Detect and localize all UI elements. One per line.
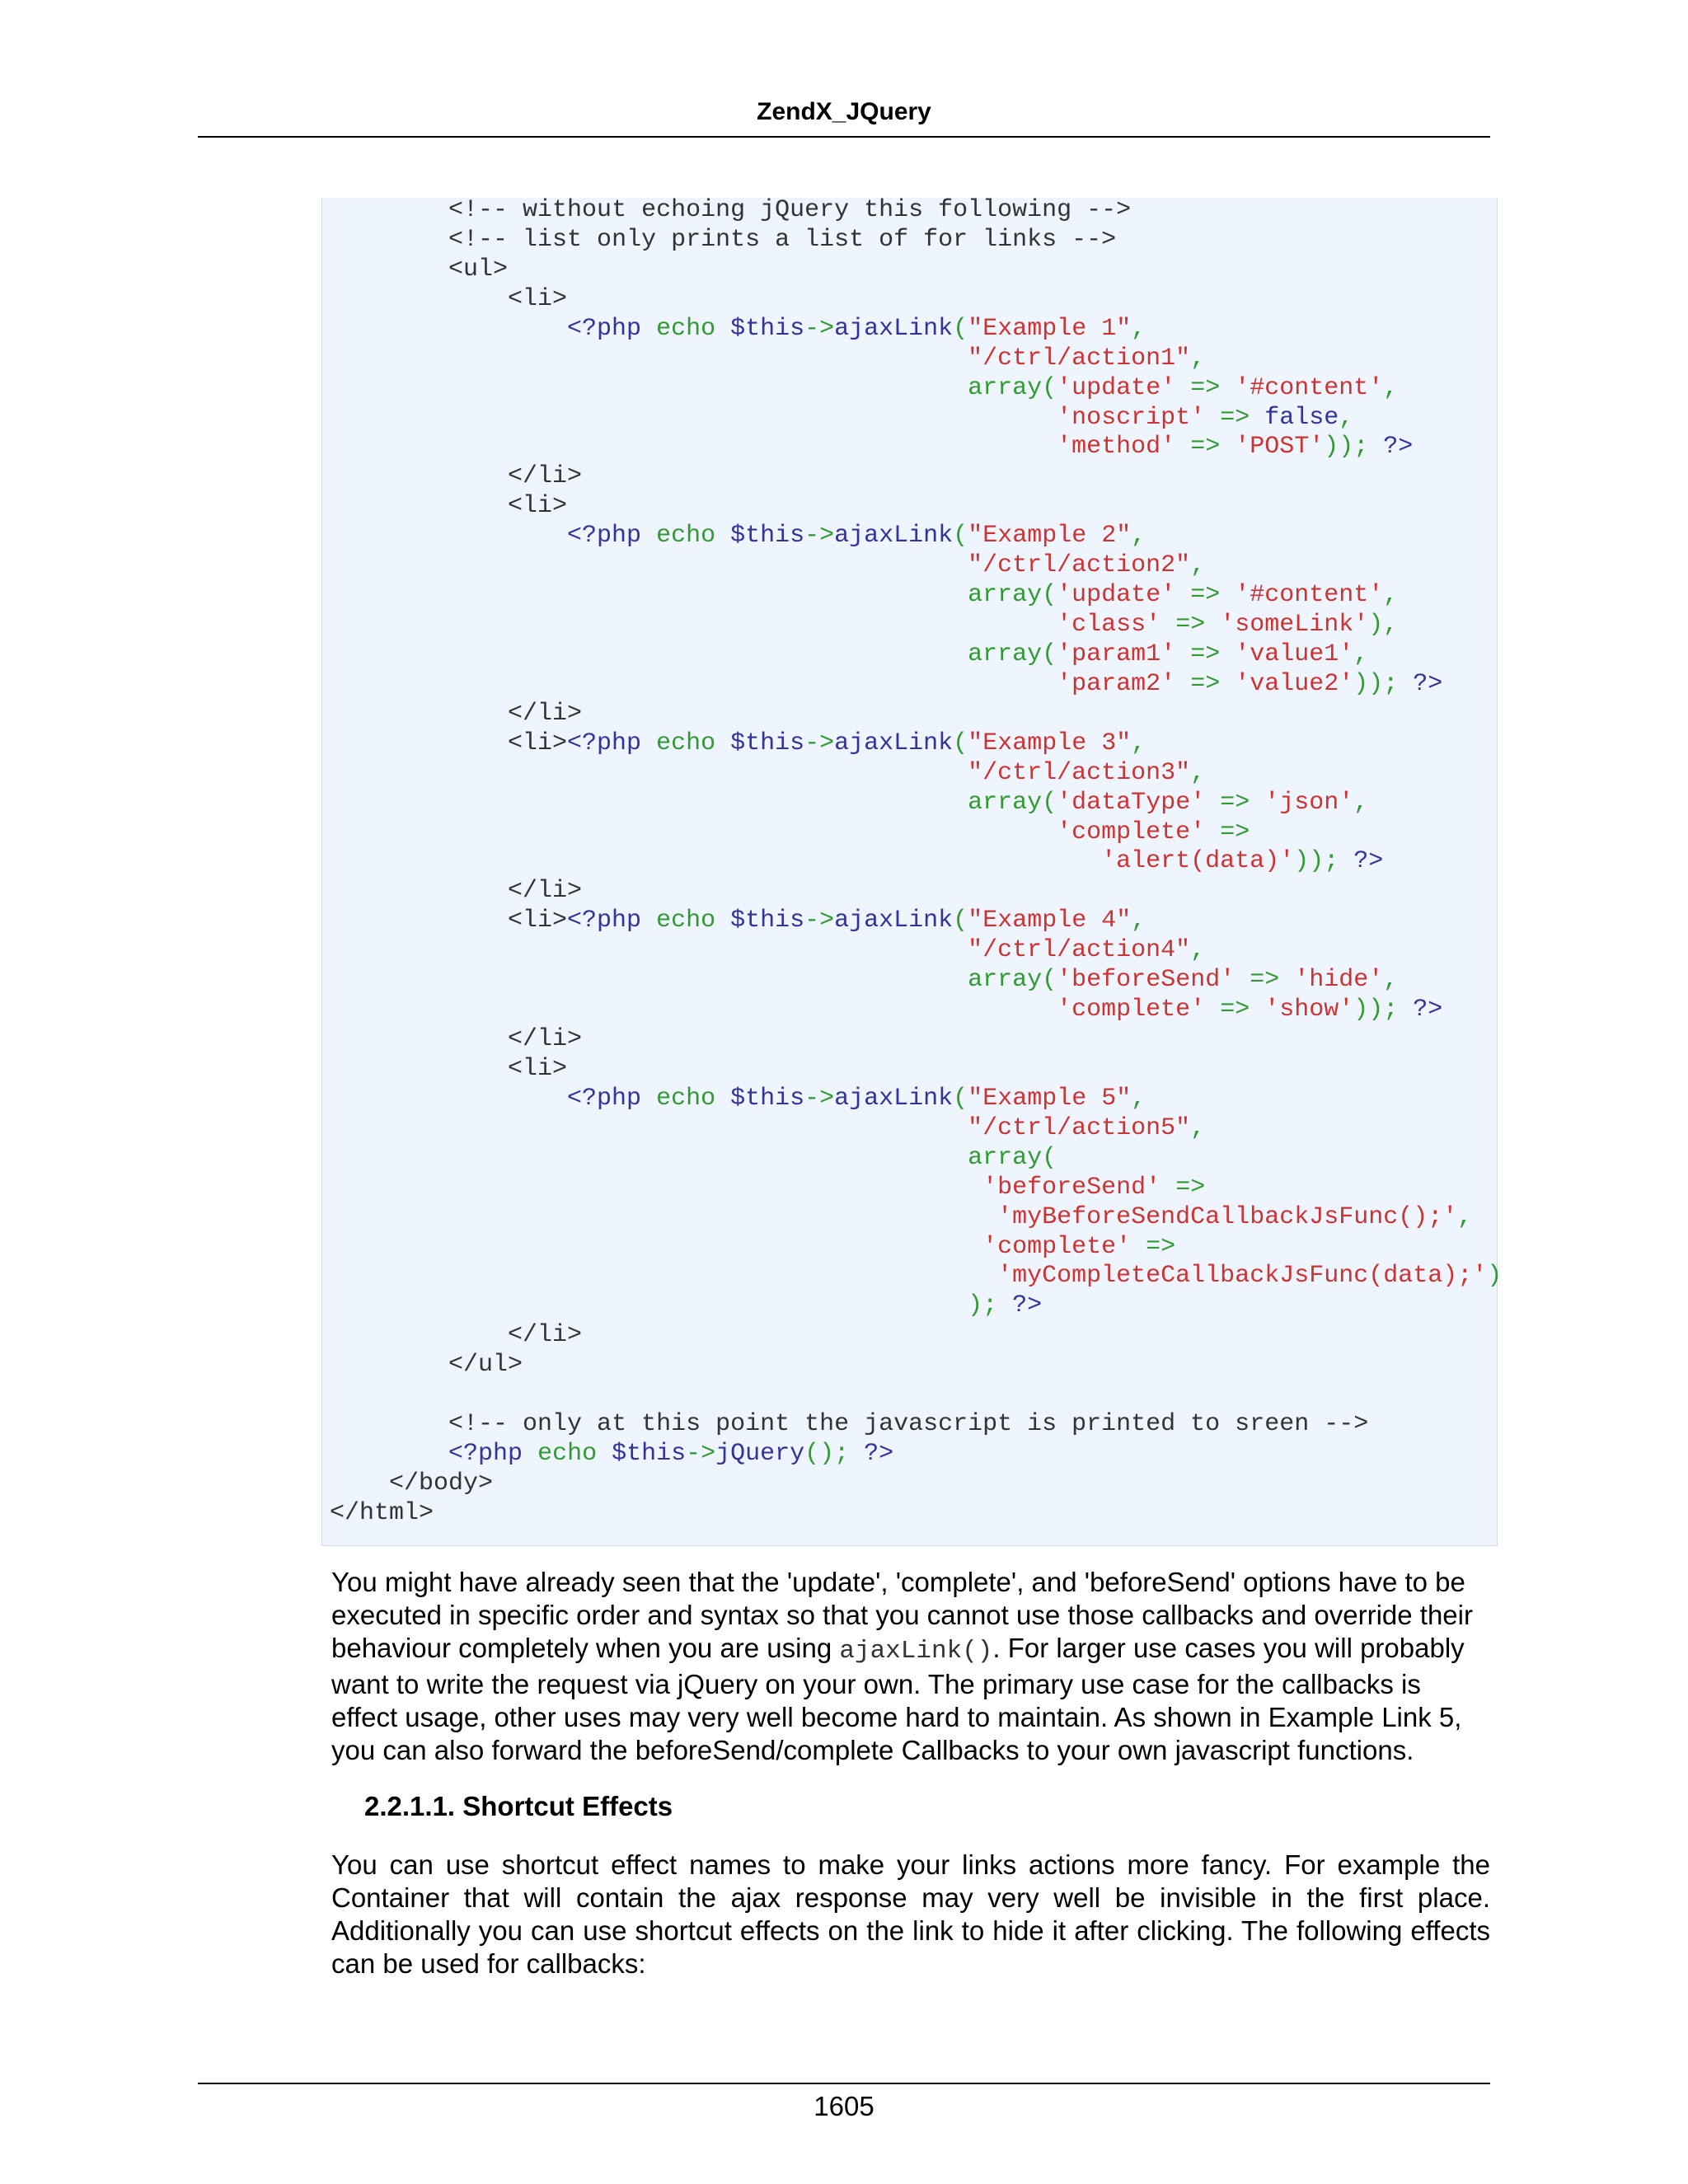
code-token: ajaxLink (834, 907, 954, 935)
code-token: ), (1368, 611, 1399, 640)
code-token (715, 907, 730, 935)
code-token: "Example 2" (968, 522, 1132, 551)
code-token: $this (730, 1084, 805, 1113)
code-token: , (1131, 1084, 1146, 1113)
code-token: echo (656, 522, 716, 551)
page-header-title: ZendX_JQuery (757, 98, 931, 125)
code-token: => (1160, 611, 1221, 640)
code-token (641, 729, 656, 757)
code-token: 'complete' (1057, 996, 1206, 1024)
code-line (330, 1232, 1175, 1262)
code-line (330, 1498, 434, 1528)
code-token: array (968, 788, 1043, 817)
code-token: )); (1353, 669, 1414, 698)
code-line (330, 965, 1398, 995)
code-token: 'noscript' (1057, 403, 1206, 432)
code-line (330, 935, 1205, 965)
code-token: )); (1353, 996, 1414, 1024)
code-line (330, 1409, 1368, 1439)
code-token: ajaxLink (834, 314, 954, 343)
code-line (330, 1143, 1057, 1173)
code-token: 'method' (1057, 433, 1176, 462)
code-token: ajaxLink (834, 1084, 954, 1113)
code-token: 'someLink' (1220, 611, 1369, 640)
code-token (330, 1233, 982, 1261)
code-token: <ul> (330, 255, 509, 284)
code-line (330, 1084, 1146, 1113)
code-token: , (1190, 1113, 1206, 1142)
code-token: ( (1042, 373, 1057, 402)
code-token: -> (804, 1084, 835, 1113)
code-token: ); (968, 1291, 1013, 1320)
code-token: ?> (1383, 433, 1414, 462)
code-line (330, 462, 582, 491)
code-token: </li> (330, 1025, 583, 1054)
code-token: </li> (330, 877, 583, 906)
code-token (330, 1262, 997, 1290)
code-token: ( (953, 314, 968, 343)
code-token: </ul> (330, 1351, 523, 1380)
code-token (330, 640, 968, 668)
code-token: 'myCompleteCallbackJsFunc(data);' (997, 1262, 1488, 1291)
code-line (330, 818, 1250, 847)
code-token (597, 1440, 612, 1468)
code-token (523, 1440, 537, 1468)
code-token (330, 581, 968, 609)
code-token: )); (1294, 847, 1354, 876)
code-token: ?> (864, 1440, 894, 1469)
code-line (330, 729, 1146, 758)
code-line (330, 610, 1398, 640)
code-token: 'param1' (1057, 640, 1176, 668)
code-token: => (1205, 788, 1265, 817)
code-token: <!-- only at this point the javascript is printed to sreen --> (448, 1410, 1369, 1439)
code-token: '#content' (1235, 581, 1384, 610)
code-token: </li> (330, 699, 583, 728)
code-token: 'alert(data)' (1101, 847, 1295, 876)
code-token: $this (612, 1440, 687, 1469)
code-token: => (1160, 1173, 1206, 1202)
code-line (330, 906, 1146, 935)
code-token (330, 404, 1057, 432)
code-token (330, 1291, 968, 1319)
code-line (330, 1202, 1472, 1232)
code-token: echo (656, 1084, 716, 1113)
code-token (330, 847, 1101, 875)
code-token: => (1205, 818, 1250, 846)
code-token: 'param2' (1057, 669, 1176, 698)
code-token: "Example 5" (968, 1084, 1132, 1113)
code-line (330, 1320, 582, 1350)
code-token: </html> (330, 1498, 434, 1527)
code-line (330, 1469, 493, 1498)
code-token: <!-- without echoing jQuery this following --> (448, 196, 1132, 224)
code-token (641, 315, 656, 343)
code-token (330, 936, 968, 964)
code-token: , (1353, 640, 1369, 668)
code-token: <li> (330, 907, 568, 935)
code-line (330, 1024, 582, 1054)
code-token: ( (1042, 966, 1057, 995)
code-token: => (1205, 996, 1265, 1024)
section-heading: 2.2.1.1. Shortcut Effects (364, 1791, 673, 1821)
code-token: ) (1487, 1262, 1503, 1291)
code-token (330, 966, 968, 994)
code-token: ?> (1413, 669, 1443, 698)
code-line (330, 373, 1398, 403)
code-token: </li> (330, 462, 583, 491)
code-token: ?> (1012, 1291, 1043, 1320)
code-token: ( (953, 907, 968, 935)
code-token: "/ctrl/action1" (968, 344, 1191, 373)
code-token: -> (804, 314, 835, 343)
code-token: , (1131, 729, 1146, 757)
code-line (330, 225, 1116, 255)
code-line (330, 1291, 1042, 1320)
code-token: , (1353, 788, 1369, 817)
code-line (330, 758, 1205, 788)
code-token (330, 759, 968, 787)
code-token: echo (656, 907, 716, 935)
code-line (330, 551, 1205, 580)
code-token (330, 670, 1057, 698)
code-line (330, 1439, 893, 1469)
code-token: <?php (567, 907, 642, 935)
code-token (330, 374, 968, 402)
code-line (330, 669, 1442, 699)
code-token: , (1131, 522, 1146, 551)
code-token: "/ctrl/action4" (968, 936, 1191, 965)
code-token: , (1131, 314, 1146, 343)
code-token: "/ctrl/action2" (968, 551, 1191, 580)
code-token (715, 522, 730, 550)
code-token: ( (1042, 1143, 1057, 1172)
code-token: => (1175, 373, 1236, 402)
code-token (330, 1410, 448, 1438)
code-token: </body> (330, 1469, 494, 1497)
code-token: => (1205, 403, 1265, 432)
code-token (330, 1174, 982, 1202)
code-token: <?php (567, 729, 642, 757)
code-token: echo (656, 314, 716, 343)
code-token: 'complete' (982, 1232, 1132, 1261)
code-token: $this (730, 729, 805, 757)
code-token: false (1264, 403, 1339, 432)
code-token: ( (1042, 581, 1057, 610)
code-token (330, 196, 448, 224)
code-token: => (1175, 640, 1236, 668)
code-token (330, 996, 1057, 1024)
code-token: ( (953, 522, 968, 551)
code-token (330, 1440, 448, 1468)
code-line (330, 491, 567, 521)
code-token: "Example 4" (968, 907, 1132, 935)
code-token (641, 1085, 656, 1113)
code-token (330, 315, 567, 343)
code-token: => (1175, 669, 1236, 698)
code-token: 'update' (1057, 373, 1176, 402)
code-token: -> (804, 729, 835, 757)
code-line (330, 1113, 1205, 1143)
code-line (330, 640, 1368, 669)
code-line (330, 699, 582, 729)
code-token: "Example 3" (968, 729, 1132, 757)
code-line (330, 403, 1353, 433)
code-token: <li> (330, 284, 568, 313)
code-token: -> (804, 907, 835, 935)
code-line (330, 255, 508, 284)
code-token: 'beforeSend' (982, 1173, 1161, 1202)
code-line (330, 846, 1383, 876)
code-token: , (1190, 936, 1206, 965)
code-token: 'value1' (1235, 640, 1354, 668)
code-token: echo (537, 1440, 598, 1469)
code-token: 'myBeforeSendCallbackJsFunc();' (997, 1202, 1458, 1231)
code-token: '#content' (1235, 373, 1384, 402)
code-token: => (1235, 966, 1295, 995)
code-token: , (1383, 581, 1399, 610)
code-line (330, 1261, 1502, 1291)
code-token: 'hide' (1294, 966, 1384, 995)
code-token: 'beforeSend' (1057, 966, 1236, 995)
code-token: echo (656, 729, 716, 757)
code-token: ( (953, 1084, 968, 1113)
code-token: 'update' (1057, 581, 1176, 610)
code-token: <!-- list only prints a list of for links --> (448, 225, 1117, 254)
code-token: $this (730, 907, 805, 935)
code-token (330, 789, 968, 817)
code-token (330, 818, 1057, 846)
code-token: "/ctrl/action5" (968, 1113, 1191, 1142)
code-token: array (968, 373, 1043, 402)
code-token: <?php (567, 522, 642, 551)
code-token: $this (730, 314, 805, 343)
code-token: ( (1042, 788, 1057, 817)
code-token: => (1175, 433, 1236, 462)
code-token: <li> (330, 1054, 568, 1083)
code-token (330, 611, 1057, 639)
code-token (330, 1203, 997, 1231)
code-token: -> (804, 522, 835, 551)
body-paragraph-callbacks (331, 1566, 1490, 1767)
code-token: array (968, 581, 1043, 610)
code-token: <?php (567, 1084, 642, 1113)
header-divider (198, 136, 1490, 138)
code-token: , (1190, 758, 1206, 787)
code-token (330, 226, 448, 254)
code-token: array (968, 966, 1043, 995)
code-token (330, 1085, 567, 1113)
code-token: => (1131, 1232, 1176, 1261)
code-token: $this (730, 522, 805, 551)
code-token: , (1457, 1202, 1473, 1231)
code-token (641, 907, 656, 935)
code-token: )); (1324, 433, 1384, 462)
code-line (330, 314, 1146, 344)
code-token: (); (804, 1440, 865, 1469)
code-line (330, 788, 1368, 818)
code-token (330, 1144, 968, 1172)
code-token: ( (953, 729, 968, 757)
code-token: ?> (1353, 847, 1384, 876)
code-token: , (1383, 966, 1399, 995)
code-line (330, 876, 582, 906)
code-token: , (1131, 907, 1146, 935)
code-token (715, 729, 730, 757)
footer-divider (198, 2083, 1490, 2084)
code-token: , (1190, 344, 1206, 373)
code-line (330, 580, 1398, 610)
code-token: 'complete' (1057, 818, 1206, 846)
code-token: ( (1042, 640, 1057, 668)
code-token: => (1175, 581, 1236, 610)
code-token: 'dataType' (1057, 788, 1206, 817)
code-token: , (1383, 373, 1399, 402)
code-token: , (1339, 403, 1354, 432)
code-line (330, 284, 567, 314)
code-token: <?php (448, 1440, 523, 1469)
code-token: ?> (1413, 996, 1443, 1024)
code-line (330, 195, 1131, 225)
code-token: 'show' (1264, 996, 1354, 1024)
code-token (330, 522, 567, 550)
paragraph-text-start: You might have already seen that the 'update', 'complete', and 'beforeSend' options have to be executed in specific order and syntax so that you cannot use those callbacks and override their behaviour completely when you are using (331, 1567, 1473, 1663)
code-token: , (1190, 551, 1206, 580)
code-token: ajaxLink (834, 729, 954, 757)
code-line (330, 432, 1413, 462)
code-line (330, 1054, 567, 1084)
code-token: "/ctrl/action3" (968, 758, 1191, 787)
inline-code-ajaxlink: ajaxLink() (839, 1637, 993, 1666)
code-token: <li> (330, 729, 568, 757)
code-line (330, 344, 1205, 373)
code-token: "Example 1" (968, 314, 1132, 343)
code-token: 'json' (1264, 788, 1354, 817)
code-token: ajaxLink (834, 522, 954, 551)
code-line (330, 1173, 1205, 1202)
code-line (330, 995, 1442, 1024)
code-token: <li> (330, 492, 568, 521)
code-token (330, 344, 968, 373)
code-token (330, 1114, 968, 1142)
code-token: <?php (567, 314, 642, 343)
code-token: array (968, 640, 1043, 668)
page-number: 1605 (814, 2091, 874, 2121)
code-token (330, 433, 1057, 461)
code-token: array (968, 1143, 1043, 1172)
paragraph-text-end: . For larger use cases you will probably want to write the request via jQuery on your own. The primary use case for the callbacks is effect usage, other uses may very well become hard to maintain. As shown in Example Link 5, you can also forward the beforeSend/complete Callbacks to your own javascript functions. (331, 1633, 1465, 1765)
code-token (330, 551, 968, 579)
code-line (330, 521, 1146, 551)
code-token: 'value2' (1235, 669, 1354, 698)
code-token (641, 522, 656, 550)
code-token: 'POST' (1235, 433, 1325, 462)
code-line (330, 1350, 523, 1380)
code-token: -> (686, 1440, 716, 1469)
body-paragraph-shortcut-effects: You can use shortcut effect names to make your links actions more fancy. For example the Container that will contain the ajax response may very well be invisible in the first place. Additionally you can use shortcut effects on the link to hide it after clicking. The following effects can be used for callbacks: (331, 1849, 1490, 1979)
code-token: jQuery (715, 1440, 805, 1469)
code-token (715, 315, 730, 343)
code-token (715, 1085, 730, 1113)
code-token: </li> (330, 1321, 583, 1350)
code-token: 'class' (1057, 611, 1161, 640)
